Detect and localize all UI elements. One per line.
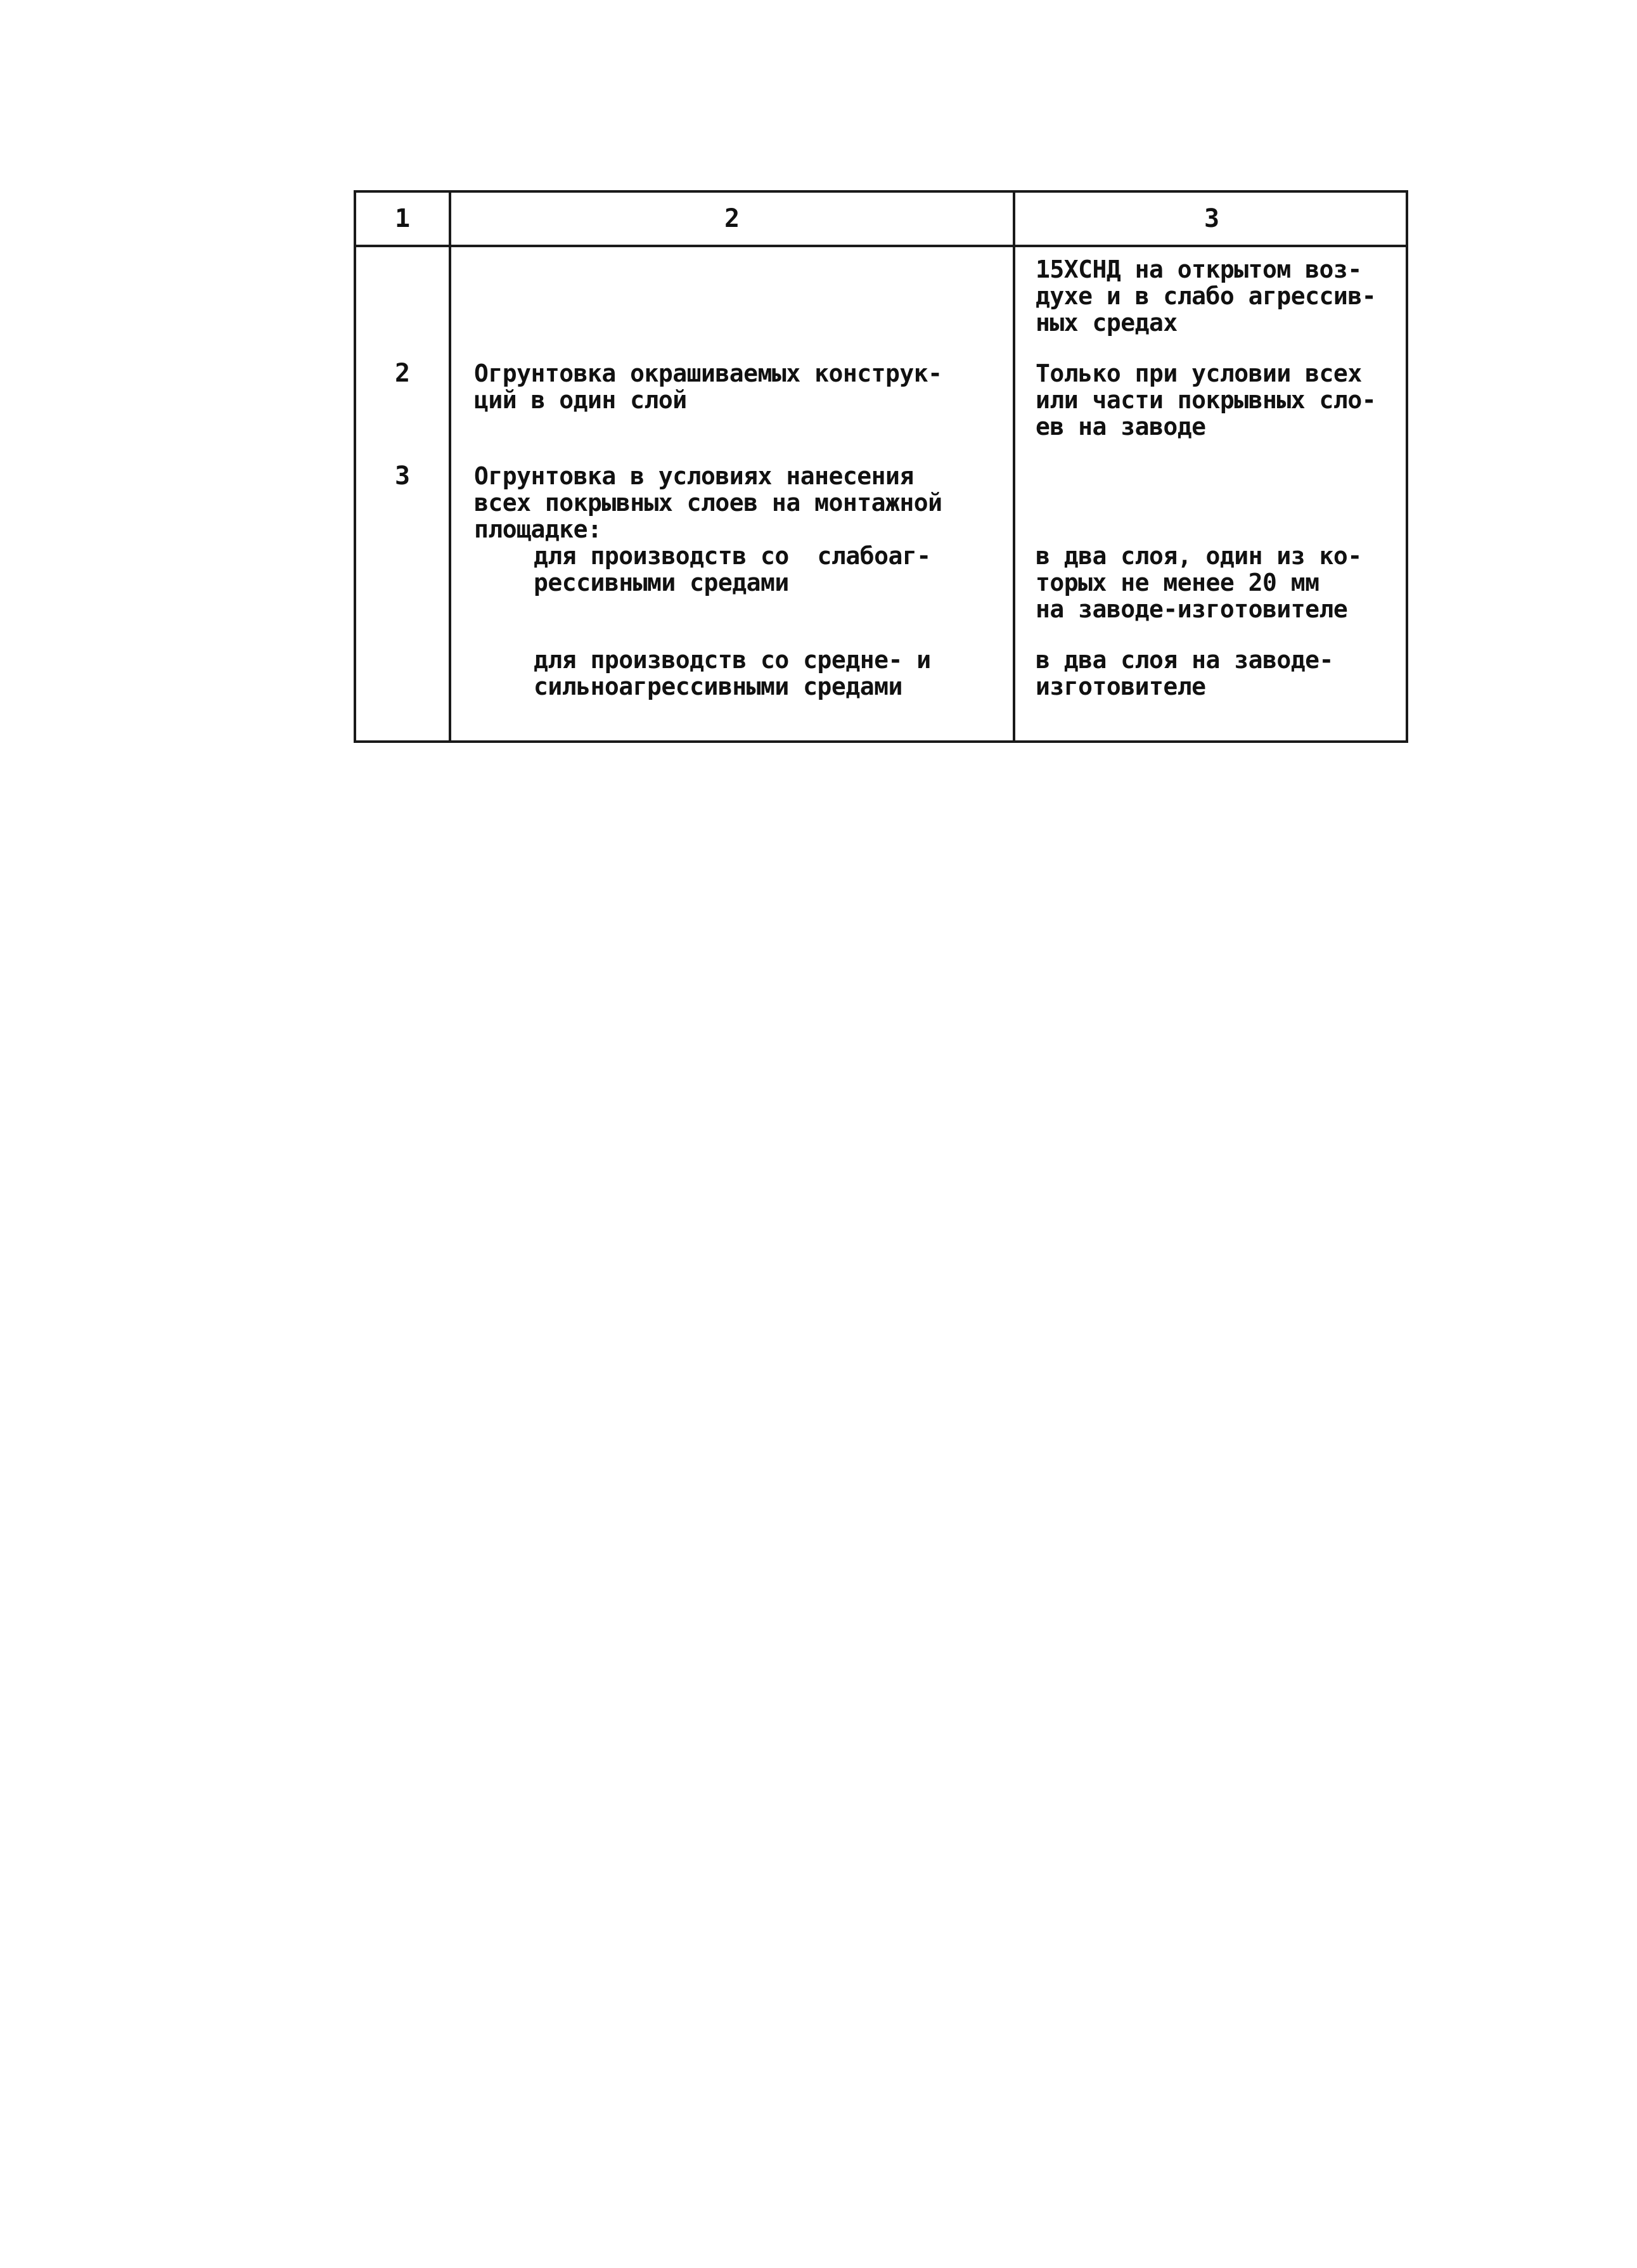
header-divider bbox=[356, 245, 1406, 247]
row-4-description: для производств со средне- и сильноагрессивными средами bbox=[534, 646, 931, 700]
row-3-description: для производств со слабоаг- рессивными средами bbox=[534, 542, 931, 596]
column-divider-2 bbox=[1013, 193, 1015, 740]
requirements-table bbox=[354, 190, 1408, 743]
row-1-number: 2 bbox=[394, 359, 411, 388]
column-header-1: 1 bbox=[394, 204, 411, 233]
column-divider-1 bbox=[449, 193, 451, 740]
row-2-number: 3 bbox=[394, 461, 411, 491]
row-4-note: в два слоя на заводе- изготовителе bbox=[1036, 646, 1333, 700]
row-2-description: Огрунтовка в условиях нанесения всех покрывных слоев на монтажной площадке: bbox=[474, 462, 942, 543]
row-1-note: Только при условии всех или части покрывных сло- ев на заводе bbox=[1036, 359, 1377, 441]
row-3-note: в два слоя, один из ко- торых не менее 20 мм на заводе-изготовителе bbox=[1036, 542, 1362, 623]
column-header-2: 2 bbox=[724, 204, 740, 233]
row-0-note: 15ХСНД на открытом воз- духе и в слабо агрессив- ных средах bbox=[1036, 255, 1377, 337]
column-header-3: 3 bbox=[1204, 204, 1220, 233]
row-1-description: Огрунтовка окрашиваемых конструк- ций в один слой bbox=[474, 359, 942, 414]
